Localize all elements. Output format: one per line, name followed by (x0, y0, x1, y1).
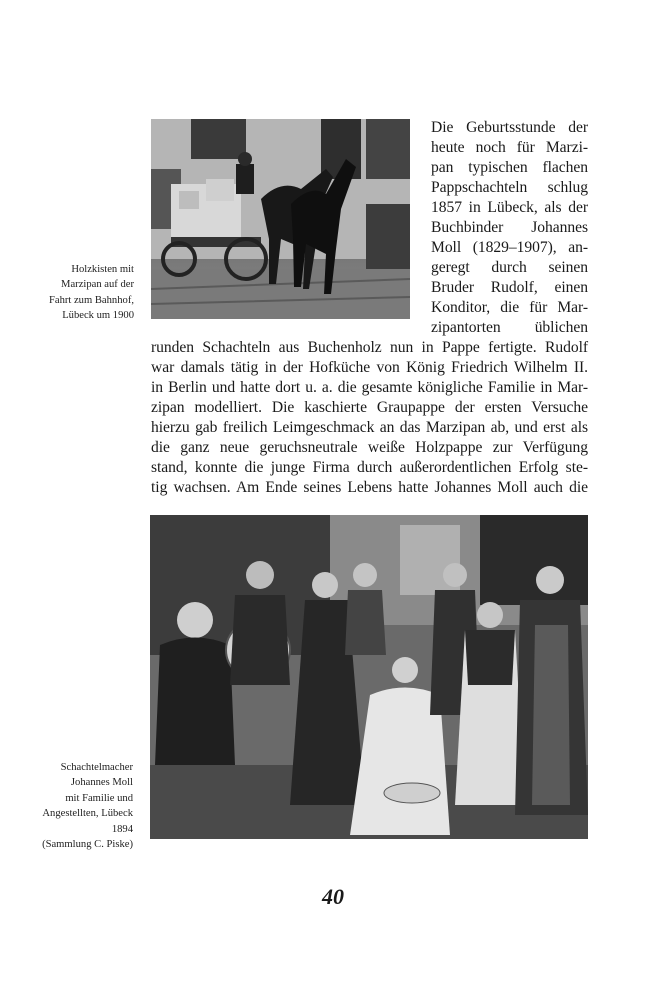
body-text-line: Buchbinder Johannes (431, 219, 588, 236)
body-text-line: heute noch für Marzi- (431, 139, 588, 156)
body-text-line: Pappschachteln schlug (431, 179, 588, 196)
body-text-line: pan typischen flachen (431, 159, 588, 176)
body-text-line: geregt durch seinen (431, 259, 588, 276)
body-text-line: tig wachsen. Am Ende seines Lebens hatte Johannes Moll auch die (151, 479, 588, 496)
body-text-line: war damals tätig in der Hofküche von König Friedrich Wilhelm II. (151, 359, 588, 376)
caption-line: Lübeck um 1900 (62, 310, 134, 322)
caption-line: Johannes Moll (70, 777, 133, 789)
caption-line: (Sammlung C. Piske) (42, 839, 133, 851)
body-text-line: 1857 in Lübeck, als der (431, 199, 588, 216)
body-text-line: runden Schachteln aus Buchenholz nun in Pappe fertigte. Rudolf (151, 339, 588, 356)
caption-photo1 (24, 262, 134, 324)
caption-line: Angestellten, Lübeck (42, 808, 133, 820)
photo-horse-wagon (151, 119, 410, 319)
photo-group-portrait (150, 515, 588, 839)
body-text-line: Bruder Rudolf, einen (431, 279, 588, 296)
body-text-line: in Berlin und hatte dort u. a. die gesamte königliche Familie in Mar- (151, 379, 588, 396)
body-text-line: Die Geburtsstunde der (431, 119, 588, 136)
caption-line: Marzipan auf der (61, 279, 134, 291)
body-text-line: stand, konnte die junge Firma durch außerordentlichen Erfolg ste- (151, 459, 588, 476)
body-text-line: zipan modelliert. Die kaschierte Graupappe der ersten Versuche (151, 399, 588, 416)
body-text-line: zipantorten üblichen (431, 319, 588, 336)
caption-line: Schachtelmacher (60, 762, 133, 773)
caption-line: Holzkisten mit (71, 264, 134, 275)
page-number: 40 (322, 884, 344, 909)
body-text-line: Moll (1829–1907), an- (431, 239, 588, 256)
body-text-line: die ganz neue geruchsneutrale weiße Holzpappe zur Verfügung (151, 439, 588, 456)
body-text-line: hierzu gab freilich Leimgeschmack an das Marzipan ab, und erst als (151, 419, 588, 436)
caption-line: Fahrt zum Bahnhof, (48, 294, 134, 306)
body-text-line: Konditor, die für Mar- (431, 299, 588, 316)
caption-line: 1894 (111, 823, 133, 835)
caption-line: mit Familie und (65, 792, 133, 804)
caption-photo2 (10, 760, 133, 852)
